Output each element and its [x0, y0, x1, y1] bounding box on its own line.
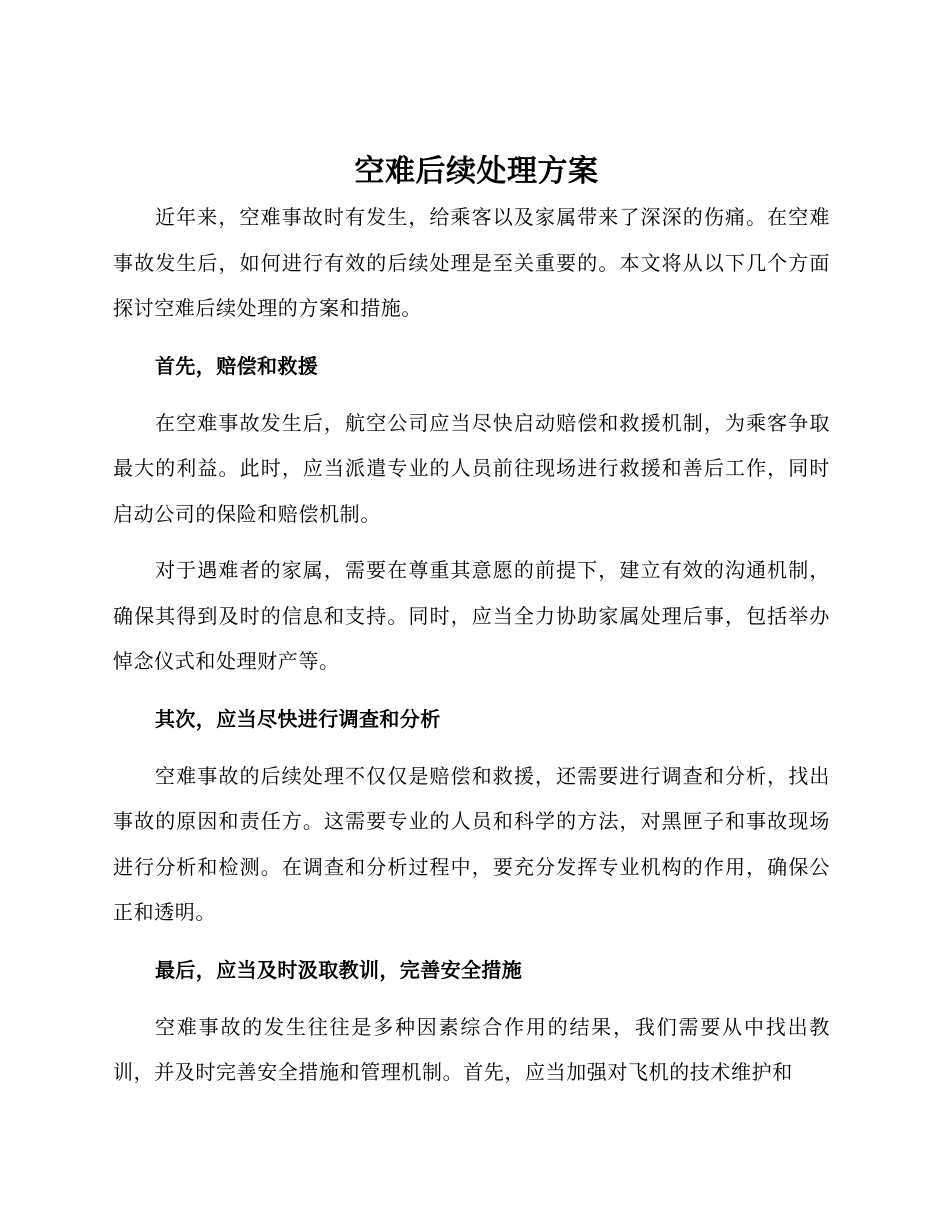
section-paragraph: 在空难事故发生后，航空公司应当尽快启动赔偿和救援机制，为乘客争取最大的利益。此时，应当派遣专业的人员前往现场进行救援和善后工作，同时启动公司的保险和赔偿机制。	[113, 410, 830, 526]
section-paragraph: 空难事故的发生往往是多种因素综合作用的结果，我们需要从中找出教训，并及时完善安全措施和管理机制。首先，应当加强对飞机的技术维护和	[113, 1014, 830, 1084]
document-title: 空难后续处理方案	[354, 154, 599, 189]
section-heading-investigation: 其次，应当尽快进行调查和分析	[155, 706, 441, 731]
section-heading-compensation: 首先，赔偿和救援	[155, 353, 319, 378]
section-paragraph: 空难事故的后续处理不仅仅是赔偿和救援，还需要进行调查和分析，找出事故的原因和责任方。这需要专业的人员和科学的方法，对黑匣子和事故现场进行分析和检测。在调查和分析过程中，要充分发挥专业机构的作用，确保公正和透明。	[113, 763, 830, 924]
section-heading-lessons: 最后，应当及时汲取教训，完善安全措施	[155, 957, 523, 982]
intro-paragraph: 近年来，空难事故时有发生，给乘客以及家属带来了深深的伤痛。在空难事故发生后，如何进行有效的后续处理是至关重要的。本文将从以下几个方面探讨空难后续处理的方案和措施。	[113, 205, 830, 320]
section-paragraph: 对于遇难者的家属，需要在尊重其意愿的前提下，建立有效的沟通机制，确保其得到及时的信息和支持。同时，应当全力协助家属处理后事，包括举办悼念仪式和处理财产等。	[113, 558, 830, 673]
